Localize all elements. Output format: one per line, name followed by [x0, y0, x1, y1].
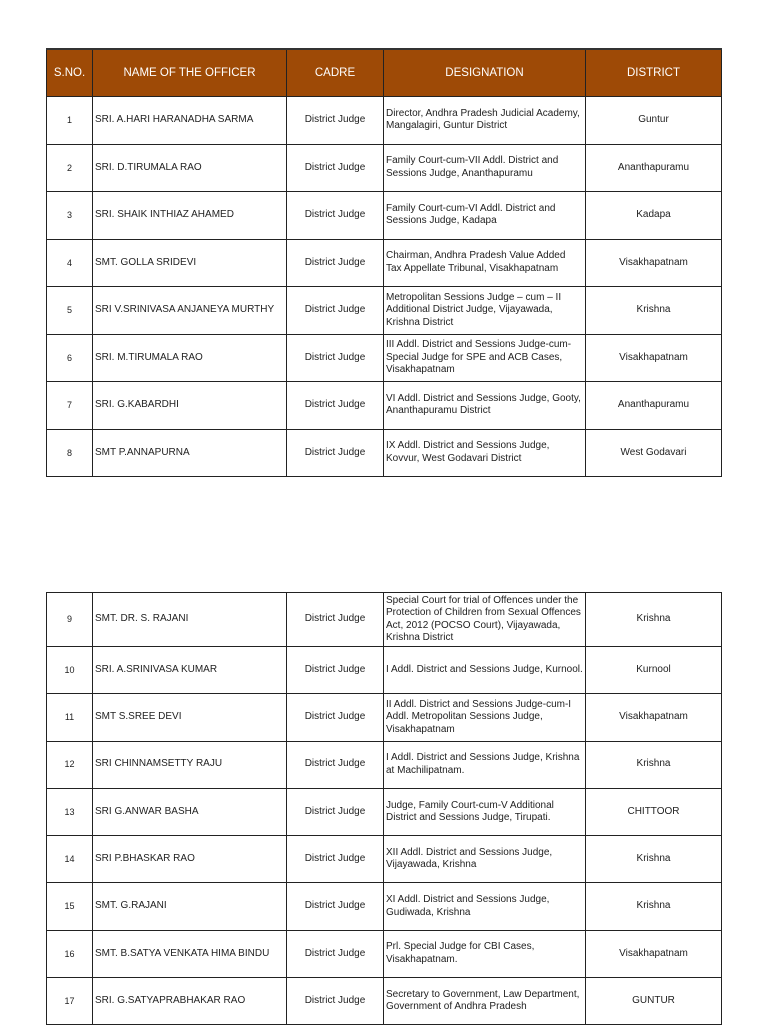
header-designation: DESIGNATION — [384, 49, 586, 97]
cell-district: Ananthapuramu — [586, 382, 722, 430]
cell-sno: 8 — [47, 429, 93, 477]
cell-cadre: District Judge — [287, 287, 384, 335]
table-row — [47, 593, 722, 647]
cell-district: Krishna — [586, 883, 722, 930]
cell-designation: Family Court-cum-VII Addl. District and Sessions Judge, Ananthapuramu — [384, 144, 586, 192]
cell-district: Krishna — [586, 836, 722, 883]
table-row — [47, 694, 722, 741]
cell-name: SRI. G.SATYAPRABHAKAR RAO — [93, 978, 287, 1025]
cell-district: CHITTOOR — [586, 788, 722, 835]
table-row — [47, 741, 722, 788]
cell-cadre: District Judge — [287, 883, 384, 930]
cell-name: SRI G.ANWAR BASHA — [93, 788, 287, 835]
cell-name: SMT. B.SATYA VENKATA HIMA BINDU — [93, 930, 287, 977]
cell-district: Visakhapatnam — [586, 694, 722, 741]
cell-sno: 3 — [47, 192, 93, 240]
table-row — [47, 192, 722, 240]
cell-cadre: District Judge — [287, 647, 384, 694]
cell-district: Visakhapatnam — [586, 930, 722, 977]
table-row — [47, 382, 722, 430]
cell-district: Krishna — [586, 287, 722, 335]
cell-name: SRI. G.KABARDHI — [93, 382, 287, 430]
table-row — [47, 144, 722, 192]
table-header-row — [47, 49, 722, 97]
cell-cadre: District Judge — [287, 239, 384, 287]
cell-cadre: District Judge — [287, 192, 384, 240]
cell-designation: XI Addl. District and Sessions Judge, Gudiwada, Krishna — [384, 883, 586, 930]
cell-sno: 5 — [47, 287, 93, 335]
cell-designation: Family Court-cum-VI Addl. District and Sessions Judge, Kadapa — [384, 192, 586, 240]
cell-cadre: District Judge — [287, 788, 384, 835]
cell-name: SRI CHINNAMSETTY RAJU — [93, 741, 287, 788]
cell-name: SRI P.BHASKAR RAO — [93, 836, 287, 883]
cell-district: West Godavari — [586, 429, 722, 477]
cell-cadre: District Judge — [287, 382, 384, 430]
cell-sno: 9 — [47, 593, 93, 647]
cell-district: GUNTUR — [586, 978, 722, 1025]
cell-designation: Secretary to Government, Law Department, Government of Andhra Pradesh — [384, 978, 586, 1025]
cell-name: SMT P.ANNAPURNA — [93, 429, 287, 477]
table-row — [47, 883, 722, 930]
cell-name: SRI. SHAIK INTHIAZ AHAMED — [93, 192, 287, 240]
cell-sno: 2 — [47, 144, 93, 192]
cell-district: Krishna — [586, 593, 722, 647]
cell-name: SMT. GOLLA SRIDEVI — [93, 239, 287, 287]
cell-designation: III Addl. District and Sessions Judge-cum-Special Judge for SPE and ACB Cases, Visakhapatnam — [384, 334, 586, 382]
cell-sno: 17 — [47, 978, 93, 1025]
cell-cadre: District Judge — [287, 429, 384, 477]
cell-name: SRI. D.TIRUMALA RAO — [93, 144, 287, 192]
cell-cadre: District Judge — [287, 97, 384, 145]
header-district: DISTRICT — [586, 49, 722, 97]
cell-name: SRI. A.HARI HARANADHA SARMA — [93, 97, 287, 145]
cell-cadre: District Judge — [287, 144, 384, 192]
cell-name: SMT. DR. S. RAJANI — [93, 593, 287, 647]
cell-district: Ananthapuramu — [586, 144, 722, 192]
cell-district: Krishna — [586, 741, 722, 788]
cell-designation: VI Addl. District and Sessions Judge, Gooty, Ananthapuramu District — [384, 382, 586, 430]
cell-designation: II Addl. District and Sessions Judge-cum-I Addl. Metropolitan Sessions Judge, Visakhapatnam — [384, 694, 586, 741]
cell-cadre: District Judge — [287, 334, 384, 382]
header-sno: S.NO. — [47, 49, 93, 97]
cell-sno: 16 — [47, 930, 93, 977]
cell-district: Kurnool — [586, 647, 722, 694]
cell-district: Visakhapatnam — [586, 239, 722, 287]
table-row — [47, 647, 722, 694]
cell-district: Guntur — [586, 97, 722, 145]
table-row — [47, 978, 722, 1025]
cell-designation: Special Court for trial of Offences under the Protection of Children from Sexual Offences Act, 2012 (POCSO Court), Vijayawada, Krishna District — [384, 593, 586, 647]
table-row — [47, 930, 722, 977]
cell-sno: 13 — [47, 788, 93, 835]
header-name: NAME OF THE OFFICER — [93, 49, 287, 97]
cell-designation: Director, Andhra Pradesh Judicial Academy, Mangalagiri, Guntur District — [384, 97, 586, 145]
cell-cadre: District Judge — [287, 978, 384, 1025]
cell-sno: 1 — [47, 97, 93, 145]
cell-sno: 6 — [47, 334, 93, 382]
header-cadre: CADRE — [287, 49, 384, 97]
table-row — [47, 429, 722, 477]
cell-cadre: District Judge — [287, 593, 384, 647]
cell-cadre: District Judge — [287, 694, 384, 741]
cell-cadre: District Judge — [287, 930, 384, 977]
officers-table-2 — [46, 592, 722, 1025]
cell-name: SRI. M.TIRUMALA RAO — [93, 334, 287, 382]
cell-sno: 12 — [47, 741, 93, 788]
cell-sno: 10 — [47, 647, 93, 694]
cell-district: Kadapa — [586, 192, 722, 240]
cell-name: SRI V.SRINIVASA ANJANEYA MURTHY — [93, 287, 287, 335]
cell-cadre: District Judge — [287, 836, 384, 883]
cell-designation: IX Addl. District and Sessions Judge, Kovvur, West Godavari District — [384, 429, 586, 477]
officers-table-1 — [46, 48, 722, 477]
table-row — [47, 239, 722, 287]
table-row — [47, 97, 722, 145]
table-row — [47, 287, 722, 335]
table-row — [47, 334, 722, 382]
cell-name: SRI. A.SRINIVASA KUMAR — [93, 647, 287, 694]
cell-cadre: District Judge — [287, 741, 384, 788]
cell-district: Visakhapatnam — [586, 334, 722, 382]
cell-designation: Chairman, Andhra Pradesh Value Added Tax Appellate Tribunal, Visakhapatnam — [384, 239, 586, 287]
cell-name: SMT. G.RAJANI — [93, 883, 287, 930]
cell-sno: 15 — [47, 883, 93, 930]
cell-designation: I Addl. District and Sessions Judge, Kurnool. — [384, 647, 586, 694]
table-row — [47, 788, 722, 835]
cell-sno: 11 — [47, 694, 93, 741]
cell-designation: I Addl. District and Sessions Judge, Krishna at Machilipatnam. — [384, 741, 586, 788]
cell-sno: 14 — [47, 836, 93, 883]
cell-designation: Prl. Special Judge for CBI Cases, Visakhapatnam. — [384, 930, 586, 977]
table-row — [47, 836, 722, 883]
cell-sno: 4 — [47, 239, 93, 287]
cell-sno: 7 — [47, 382, 93, 430]
cell-designation: XII Addl. District and Sessions Judge, Vijayawada, Krishna — [384, 836, 586, 883]
cell-designation: Metropolitan Sessions Judge – cum – II Additional District Judge, Vijayawada, Krishna District — [384, 287, 586, 335]
cell-name: SMT S.SREE DEVI — [93, 694, 287, 741]
cell-designation: Judge, Family Court-cum-V Additional District and Sessions Judge, Tirupati. — [384, 788, 586, 835]
